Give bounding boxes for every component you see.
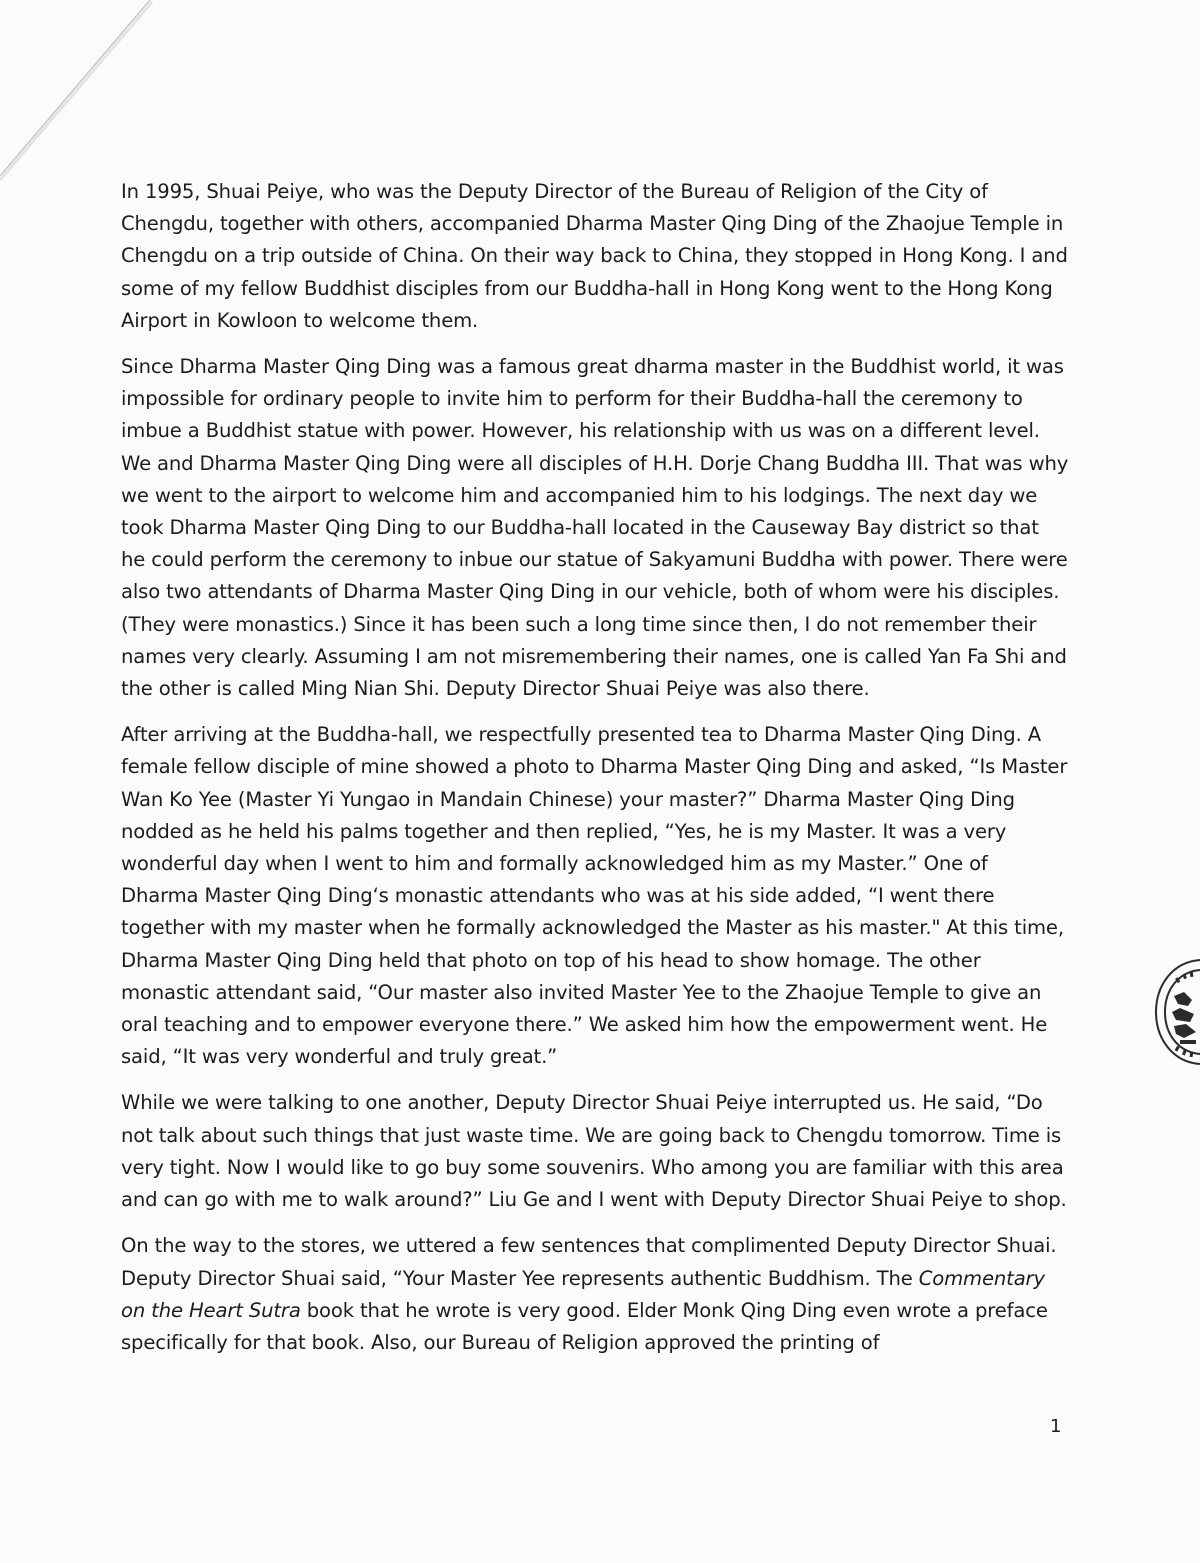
- page-number: 1: [1050, 1416, 1062, 1437]
- book-title: Commentary on the Heart Sutra: [121, 1266, 1045, 1322]
- paragraph: [121, 719, 1069, 1073]
- paragraph: [121, 1230, 1069, 1359]
- document-body: [121, 176, 1069, 1359]
- paragraph-text: Since Dharma Master Qing Ding was a famous great dharma master in the Buddhist world, it was impossible for ordinary people to invite him to perform for their Buddha-hall the ceremony to imbue a Buddhist statue with power. However, his relationship with us was on a different level. We and Dharma Master Qing Ding were all disciples of H.H. Dorje Chang Buddha III. That was why we went to the airport to welcome him and accompanied him to his lodgings. The next day we took Dharma Master Qing Ding to our Buddha-hall located in the Causeway Bay district so that he could perform the ceremony to inbue our statue of Sakyamuni Buddha with power. There were also two attendants of Dharma Master Qing Ding in our vehicle, both of whom were his disciples. (They were monastics.) Since it has been such a long time since then, I do not remember their names very clearly. Assuming I am not misremembering their names, one is called Yan Fa Shi and the other is called Ming Nian Shi. Deputy Director Shuai Peiye was also there.: [121, 355, 1069, 701]
- paragraph-text: After arriving at the Buddha-hall, we respectfully presented tea to Dharma Master Qing Ding. A female fellow disciple of mine showed a photo to Dharma Master Qing Ding and asked, “Is Master Wan Ko Yee (Master Yi Yungao in Mandain Chinese) your master?” Dharma Master Qing Ding nodded as he held his palms together and then replied, “Yes, he is my Master. It was a very wonderful day when I went to him and formally acknowledged him as my Master.” One of Dharma Master Qing Ding‘s monastic attendants who was at his side added, “I went there together with my master when he formally acknowledged the Master as his master." At this time, Dharma Master Qing Ding held that photo on top of his head to show homage. The other monastic attendant said, “Our master also invited Master Yee to the Zhaojue Temple to give an oral teaching and to empower everyone there.” We asked him how the empowerment went. He said, “It was very wonderful and truly great.”: [121, 723, 1068, 1069]
- paragraph-text: On the way to the stores, we uttered a few sentences that complimented Deputy Director Shuai. Deputy Director Shuai said, “Your Master Yee represents authentic Buddhism. The: [121, 1234, 1057, 1290]
- paragraph: [121, 351, 1069, 705]
- paragraph-text: In 1995, Shuai Peiye, who was the Deputy Director of the Bureau of Religion of the City of Chengdu, together with others, accompanied Dharma Master Qing Ding of the Zhaojue Temple in Chengdu on a trip outside of China. On their way back to China, they stopped in Hong Kong. I and some of my fellow Buddhist disciples from our Buddha-hall in Hong Kong went to the Hong Kong Airport in Kowloon to welcome them.: [121, 180, 1068, 332]
- paragraph: [121, 176, 1069, 337]
- paragraph: [121, 1087, 1069, 1216]
- notary-seal: [1150, 956, 1200, 1068]
- paragraph-text: While we were talking to one another, Deputy Director Shuai Peiye interrupted us. He said, “Do not talk about such things that just waste time. We are going back to Chengdu tomorrow. Time is very tight. Now I would like to go buy some souvenirs. Who among you are familiar with this area and can go with me to walk around?” Liu Ge and I went with Deputy Director Shuai Peiye to shop.: [121, 1091, 1067, 1212]
- paragraph-text: book that he wrote is very good. Elder Monk Qing Ding even wrote a preface specifically for that book. Also, our Bureau of Religion approved the printing of: [121, 1298, 1048, 1354]
